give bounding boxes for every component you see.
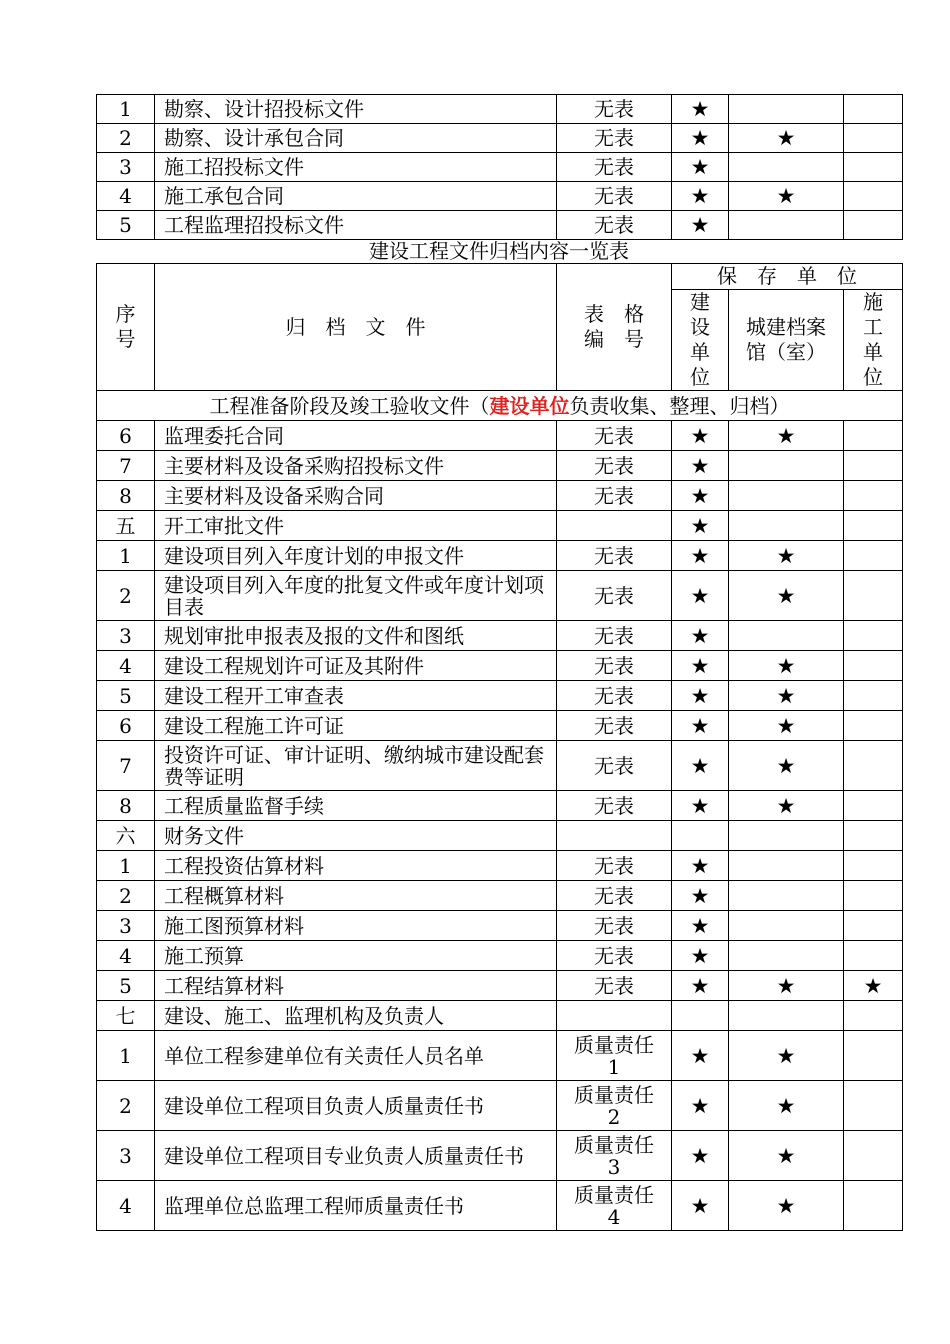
header-col-jianshe-char: 单 — [690, 340, 710, 364]
mark-chengjian: ★ — [729, 1131, 844, 1181]
row-no: 8 — [97, 481, 155, 511]
row-no: 2 — [97, 124, 155, 153]
row-name: 工程质量监督手续 — [155, 791, 557, 821]
mark-jianshe: ★ — [672, 421, 729, 451]
mark-shigong — [844, 711, 903, 741]
row-no: 1 — [97, 95, 155, 124]
row-name: 建设工程施工许可证 — [155, 711, 557, 741]
header-col-jianshe-char: 建 — [690, 290, 710, 314]
row-form-no: 无表 — [557, 851, 672, 881]
mark-jianshe: ★ — [672, 791, 729, 821]
row-no: 五 — [97, 511, 155, 541]
mark-jianshe: ★ — [672, 881, 729, 911]
table-row — [97, 153, 903, 182]
mark-shigong — [844, 651, 903, 681]
header-col-jianshe-char: 设 — [690, 315, 710, 339]
table-caption: 建设工程文件归档内容一览表 — [369, 239, 629, 263]
table-row — [97, 541, 903, 571]
mark-chengjian — [729, 1001, 844, 1031]
mark-shigong — [844, 124, 903, 153]
mark-shigong — [844, 571, 903, 621]
table-row — [97, 911, 903, 941]
row-name: 施工招投标文件 — [155, 153, 557, 182]
mark-shigong — [844, 911, 903, 941]
header-col-jianshe — [672, 290, 729, 391]
row-name: 规划审批申报表及报的文件和图纸 — [155, 621, 557, 651]
header-form-no — [557, 264, 672, 391]
mark-jianshe — [672, 1001, 729, 1031]
mark-jianshe: ★ — [672, 153, 729, 182]
table-row — [97, 941, 903, 971]
row-no: 4 — [97, 1181, 155, 1231]
row-no: 6 — [97, 711, 155, 741]
table-row — [97, 182, 903, 211]
mark-shigong — [844, 1131, 903, 1181]
mark-jianshe: ★ — [672, 651, 729, 681]
row-form-no: 无表 — [557, 651, 672, 681]
mark-jianshe: ★ — [672, 681, 729, 711]
mark-jianshe — [672, 821, 729, 851]
header-col-jianshe-char: 位 — [690, 365, 710, 389]
row-form-no — [557, 1031, 672, 1081]
mark-jianshe: ★ — [672, 971, 729, 1001]
mark-shigong — [844, 1001, 903, 1031]
mark-shigong — [844, 511, 903, 541]
mark-chengjian: ★ — [729, 1181, 844, 1231]
row-form-no: 无表 — [557, 681, 672, 711]
table-row — [97, 511, 903, 541]
row-name: 建设单位工程项目负责人质量责任书 — [155, 1081, 557, 1131]
mark-jianshe: ★ — [672, 1081, 729, 1131]
row-form-no: 无表 — [557, 971, 672, 1001]
mark-chengjian: ★ — [729, 681, 844, 711]
row-form-line1: 质量责任 — [574, 1182, 654, 1207]
mark-chengjian — [729, 821, 844, 851]
mark-jianshe: ★ — [672, 1031, 729, 1081]
row-form-no: 无表 — [557, 451, 672, 481]
section-title-suffix: 负责收集、整理、归档） — [569, 393, 790, 418]
table-row — [97, 851, 903, 881]
table-row — [97, 571, 903, 621]
row-form-line1: 质量责任 — [574, 1132, 654, 1157]
header-file: 归 档 文 件 — [155, 264, 557, 391]
mark-chengjian — [729, 881, 844, 911]
mark-jianshe: ★ — [672, 95, 729, 124]
table-row — [97, 741, 903, 791]
mark-chengjian: ★ — [729, 124, 844, 153]
header-row-1 — [97, 264, 903, 290]
table-row — [97, 651, 903, 681]
table-row — [97, 881, 903, 911]
row-form-no: 无表 — [557, 95, 672, 124]
row-name: 勘察、设计承包合同 — [155, 124, 557, 153]
table-row — [97, 421, 903, 451]
mark-jianshe: ★ — [672, 621, 729, 651]
mark-jianshe: ★ — [672, 1181, 729, 1231]
row-form-line2: 3 — [607, 1154, 621, 1179]
row-name: 建设、施工、监理机构及负责人 — [155, 1001, 557, 1031]
section-title — [97, 391, 903, 421]
table-row — [97, 711, 903, 741]
table-row — [97, 971, 903, 1001]
row-no: 1 — [97, 851, 155, 881]
row-no: 2 — [97, 1081, 155, 1131]
mark-jianshe: ★ — [672, 541, 729, 571]
row-no: 7 — [97, 741, 155, 791]
mark-shigong — [844, 481, 903, 511]
row-form-no: 无表 — [557, 541, 672, 571]
mark-chengjian: ★ — [729, 421, 844, 451]
mark-chengjian: ★ — [729, 791, 844, 821]
header-storage: 保 存 单 位 — [672, 264, 903, 290]
archive-content-table — [96, 263, 903, 1231]
mark-jianshe: ★ — [672, 741, 729, 791]
row-form-no: 无表 — [557, 741, 672, 791]
mark-jianshe: ★ — [672, 851, 729, 881]
table-row — [97, 791, 903, 821]
mark-chengjian: ★ — [729, 651, 844, 681]
table-row — [97, 1181, 903, 1231]
mark-shigong — [844, 451, 903, 481]
row-form-line2: 1 — [607, 1054, 621, 1079]
mark-chengjian — [729, 153, 844, 182]
row-name: 施工图预算材料 — [155, 911, 557, 941]
mark-chengjian: ★ — [729, 741, 844, 791]
row-name: 建设工程开工审查表 — [155, 681, 557, 711]
continuation-table — [96, 94, 903, 240]
row-name: 建设项目列入年度计划的申报文件 — [155, 541, 557, 571]
row-form-line1: 质量责任 — [574, 1032, 654, 1057]
mark-shigong — [844, 851, 903, 881]
mark-shigong — [844, 941, 903, 971]
mark-shigong — [844, 541, 903, 571]
table-row — [97, 1001, 903, 1031]
mark-chengjian: ★ — [729, 182, 844, 211]
row-no: 六 — [97, 821, 155, 851]
mark-chengjian — [729, 911, 844, 941]
row-name: 建设项目列入年度的批复文件或年度计划项目表 — [155, 571, 557, 621]
header-form-line2: 编 号 — [584, 327, 644, 351]
section-title-highlight: 建设单位 — [489, 393, 570, 418]
row-form-no: 无表 — [557, 481, 672, 511]
section-title-prefix: 工程准备阶段及竣工验收文件（ — [209, 393, 490, 418]
row-no: 3 — [97, 153, 155, 182]
row-no: 2 — [97, 571, 155, 621]
mark-chengjian: ★ — [729, 571, 844, 621]
table-row — [97, 481, 903, 511]
row-no: 1 — [97, 1031, 155, 1081]
row-name: 投资许可证、审计证明、缴纳城市建设配套费等证明 — [155, 741, 557, 791]
mark-shigong — [844, 1031, 903, 1081]
row-name: 主要材料及设备采购招投标文件 — [155, 451, 557, 481]
mark-chengjian — [729, 481, 844, 511]
mark-shigong — [844, 182, 903, 211]
row-name: 工程结算材料 — [155, 971, 557, 1001]
mark-jianshe: ★ — [672, 481, 729, 511]
row-form-no: 无表 — [557, 911, 672, 941]
row-form-no — [557, 1081, 672, 1131]
table-row — [97, 621, 903, 651]
mark-jianshe: ★ — [672, 711, 729, 741]
row-no: 8 — [97, 791, 155, 821]
row-name: 建设工程规划许可证及其附件 — [155, 651, 557, 681]
mark-chengjian — [729, 451, 844, 481]
mark-chengjian — [729, 95, 844, 124]
row-form-no: 无表 — [557, 571, 672, 621]
mark-shigong — [844, 1081, 903, 1131]
row-form-line2: 4 — [607, 1204, 621, 1229]
row-form-no: 无表 — [557, 211, 672, 240]
row-form-no — [557, 1001, 672, 1031]
mark-jianshe: ★ — [672, 1131, 729, 1181]
mark-shigong — [844, 881, 903, 911]
header-col-shigong-char: 单 — [863, 340, 883, 364]
row-name: 开工审批文件 — [155, 511, 557, 541]
row-name: 工程监理招投标文件 — [155, 211, 557, 240]
mark-shigong — [844, 153, 903, 182]
row-form-no: 无表 — [557, 711, 672, 741]
row-no: 3 — [97, 1131, 155, 1181]
header-no-char-1: 序 — [115, 302, 136, 326]
mark-jianshe: ★ — [672, 124, 729, 153]
row-name: 单位工程参建单位有关责任人员名单 — [155, 1031, 557, 1081]
row-name: 监理单位总监理工程师质量责任书 — [155, 1181, 557, 1231]
header-col-shigong-char: 施 — [863, 290, 883, 314]
row-no: 4 — [97, 651, 155, 681]
mark-jianshe: ★ — [672, 571, 729, 621]
row-form-line2: 2 — [607, 1104, 621, 1129]
row-no: 2 — [97, 881, 155, 911]
archive-content-table-body — [97, 264, 903, 1231]
row-form-line1: 质量责任 — [574, 1082, 654, 1107]
row-no: 5 — [97, 681, 155, 711]
row-name: 建设单位工程项目专业负责人质量责任书 — [155, 1131, 557, 1181]
mark-jianshe: ★ — [672, 451, 729, 481]
mark-jianshe: ★ — [672, 941, 729, 971]
mark-chengjian: ★ — [729, 541, 844, 571]
mark-chengjian — [729, 511, 844, 541]
row-no: 3 — [97, 911, 155, 941]
row-form-no — [557, 821, 672, 851]
row-form-no: 无表 — [557, 941, 672, 971]
mark-shigong — [844, 741, 903, 791]
row-no: 6 — [97, 421, 155, 451]
section-row — [97, 391, 903, 421]
row-no: 4 — [97, 941, 155, 971]
row-no: 1 — [97, 541, 155, 571]
table-row — [97, 1081, 903, 1131]
row-form-no: 无表 — [557, 124, 672, 153]
row-form-no: 无表 — [557, 421, 672, 451]
header-col-shigong — [844, 290, 903, 391]
header-form-line1: 表 格 — [584, 302, 644, 326]
mark-jianshe: ★ — [672, 911, 729, 941]
table-row — [97, 95, 903, 124]
table-row — [97, 211, 903, 240]
row-no: 5 — [97, 971, 155, 1001]
table-row — [97, 124, 903, 153]
mark-jianshe: ★ — [672, 211, 729, 240]
mark-shigong — [844, 791, 903, 821]
mark-chengjian: ★ — [729, 1081, 844, 1131]
row-no: 7 — [97, 451, 155, 481]
mark-shigong — [844, 421, 903, 451]
row-name: 财务文件 — [155, 821, 557, 851]
row-form-no: 无表 — [557, 621, 672, 651]
mark-chengjian — [729, 211, 844, 240]
mark-shigong — [844, 1181, 903, 1231]
continuation-table-body — [97, 95, 903, 240]
header-no-text — [97, 302, 154, 352]
mark-shigong — [844, 821, 903, 851]
mark-chengjian: ★ — [729, 1031, 844, 1081]
header-col-chengjian: 城建档案馆（室） — [729, 290, 844, 391]
table-row — [97, 681, 903, 711]
row-name: 监理委托合同 — [155, 421, 557, 451]
mark-chengjian — [729, 941, 844, 971]
row-name: 施工预算 — [155, 941, 557, 971]
header-col-shigong-char: 位 — [863, 365, 883, 389]
row-no: 4 — [97, 182, 155, 211]
row-form-no: 无表 — [557, 182, 672, 211]
row-name: 工程投资估算材料 — [155, 851, 557, 881]
mark-shigong — [844, 211, 903, 240]
row-form-no: 无表 — [557, 881, 672, 911]
mark-chengjian: ★ — [729, 971, 844, 1001]
mark-jianshe: ★ — [672, 511, 729, 541]
mark-shigong: ★ — [844, 971, 903, 1001]
row-name: 施工承包合同 — [155, 182, 557, 211]
row-form-no — [557, 511, 672, 541]
row-no: 七 — [97, 1001, 155, 1031]
row-name: 工程概算材料 — [155, 881, 557, 911]
row-no: 3 — [97, 621, 155, 651]
mark-chengjian: ★ — [729, 711, 844, 741]
row-form-no — [557, 1181, 672, 1231]
header-no — [97, 264, 155, 391]
mark-chengjian — [729, 851, 844, 881]
mark-chengjian — [729, 621, 844, 651]
table-row — [97, 1131, 903, 1181]
row-form-no — [557, 1131, 672, 1181]
table-row — [97, 451, 903, 481]
row-no: 5 — [97, 211, 155, 240]
header-col-shigong-char: 工 — [863, 315, 883, 339]
header-no-char-2: 号 — [115, 327, 136, 351]
table-row — [97, 1031, 903, 1081]
row-form-no: 无表 — [557, 153, 672, 182]
row-name: 勘察、设计招投标文件 — [155, 95, 557, 124]
row-name: 主要材料及设备采购合同 — [155, 481, 557, 511]
row-form-no: 无表 — [557, 791, 672, 821]
mark-shigong — [844, 681, 903, 711]
mark-shigong — [844, 621, 903, 651]
mark-shigong — [844, 95, 903, 124]
mark-jianshe: ★ — [672, 182, 729, 211]
table-row — [97, 821, 903, 851]
